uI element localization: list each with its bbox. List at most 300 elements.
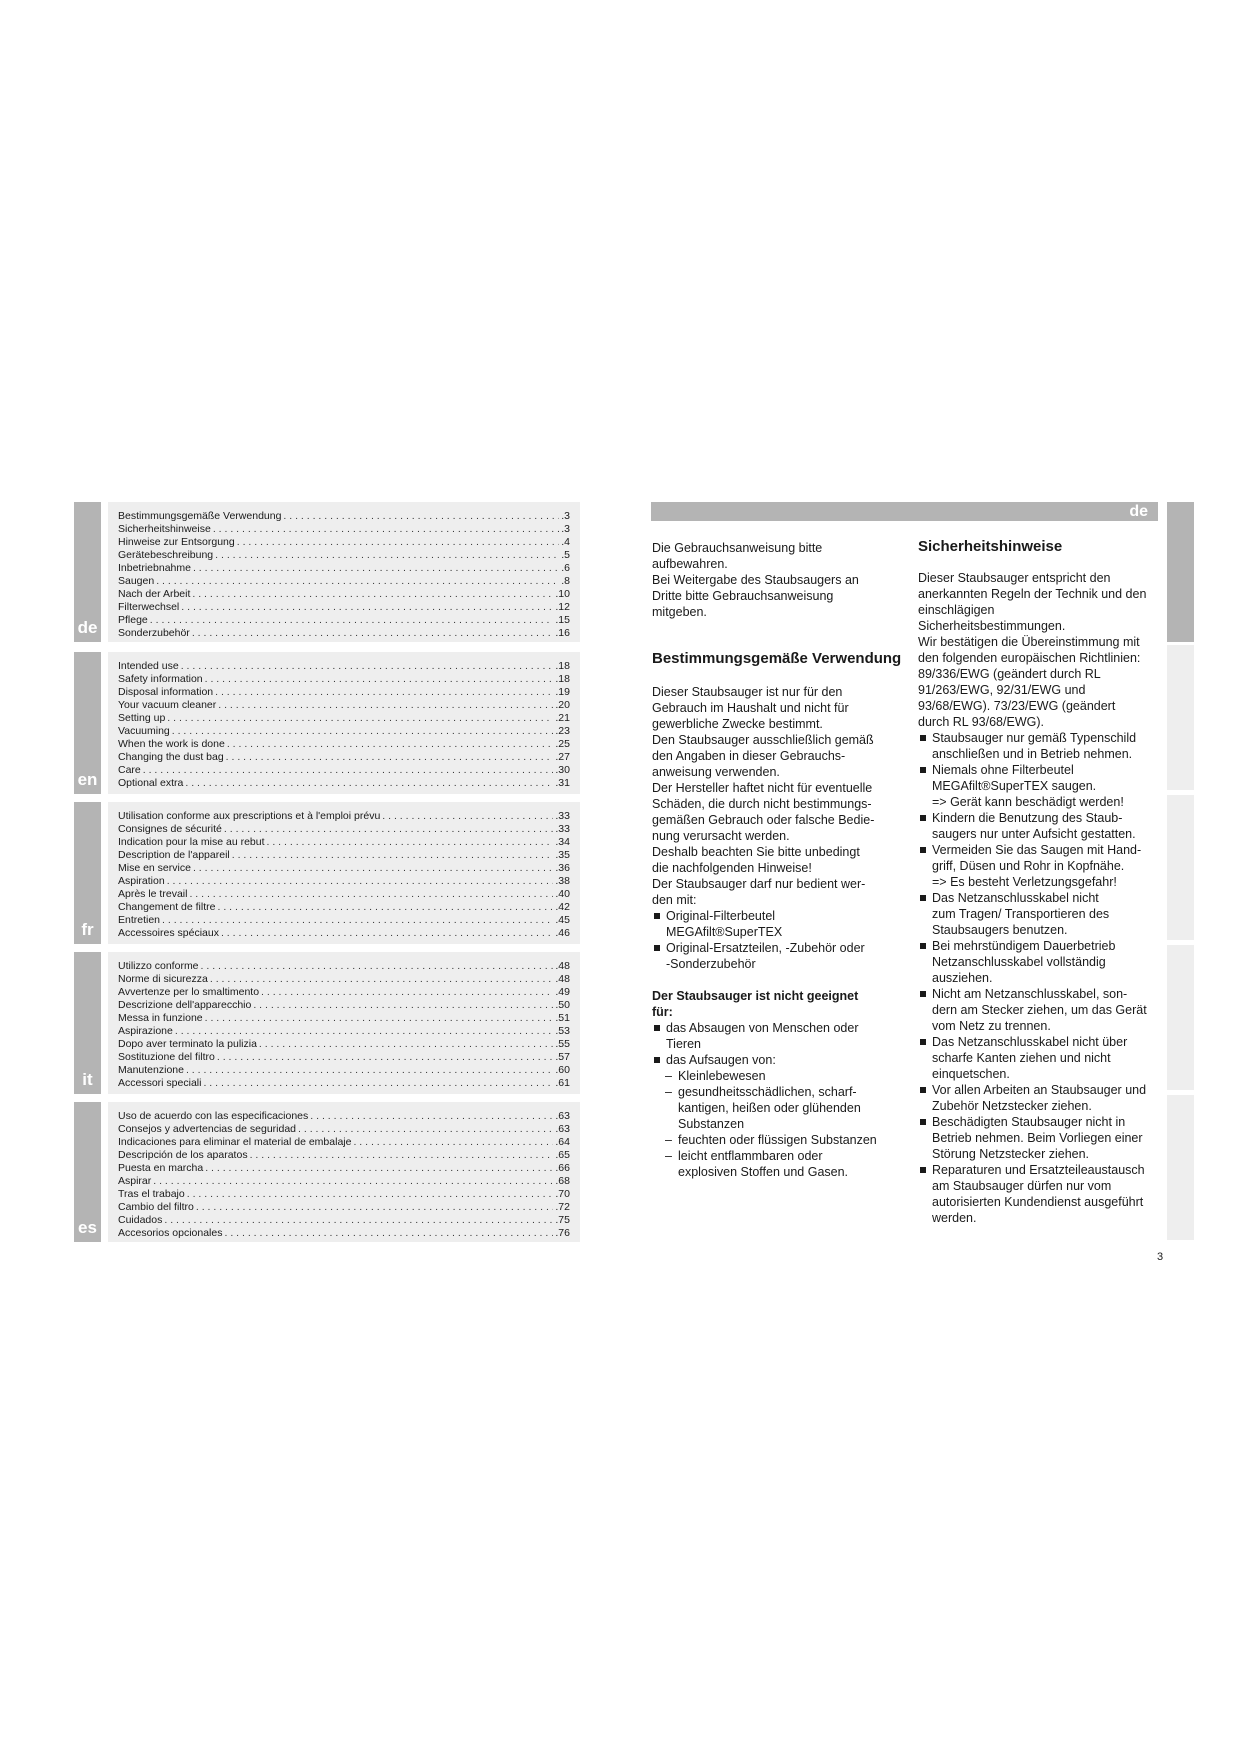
toc-entry-title: Intended use [118,660,179,672]
toc-leader-dots [250,1149,554,1162]
language-tab-label: es [78,1218,97,1237]
bullet-line: Das Netzanschlusskabel nicht [932,891,1099,905]
bullet-line: Vermeiden Sie das Saugen mit Hand- [932,843,1142,857]
toc-leader-dots [232,849,554,862]
bullet-line: => Es besteht Verletzungsgefahr! [932,875,1117,889]
toc-entry-page: .53 [555,1025,570,1037]
toc-entry-title: Consejos y advertencias de seguridad [118,1123,297,1135]
bullet-line: Nicht am Netzanschlusskabel, son- [932,987,1128,1001]
toc-entry-title: Après le trevail [118,888,188,900]
bullet-line: autorisierten Kundendienst ausgeführt [932,1195,1144,1209]
toc-entry-title: Safety information [118,673,203,685]
toc-entry[interactable] [108,999,580,1012]
toc-entry[interactable] [108,810,580,823]
bullet-line: Bei mehrstündigem Dauerbetrieb [932,939,1116,953]
toc-entry-title: Uso de acuerdo con las especificaciones [118,1110,309,1122]
toc-entry[interactable] [108,588,580,601]
bullet-line: -Sonderzubehör [666,957,756,971]
toc-entry-page: .10 [555,588,570,600]
subheading: Der Staubsauger ist nicht geeignet [652,989,859,1003]
toc-leader-dots [143,764,554,777]
toc-leader-dots [167,875,554,888]
toc-entry[interactable] [108,777,580,790]
bullet-item [652,1020,902,1052]
bullet-line: kantigen, heißen oder glühenden [678,1101,861,1115]
bullet-item [918,1114,1163,1162]
bullet-line: Original-Filterbeutel [666,909,776,923]
toc-entry-title: Optional extra [118,777,184,789]
toc-leader-dots [237,536,560,549]
toc-entry[interactable] [108,1227,580,1240]
bullet-line: dern am Stecker ziehen, um das Gerät [932,1003,1147,1017]
toc-leader-dots [253,999,553,1012]
toc-entry-title: Cambio del filtro [118,1201,194,1213]
toc-leader-dots [167,712,553,725]
toc-entry-title: Gerätebeschreibung [118,549,214,561]
toc-entry-page: .42 [555,901,570,913]
bullet-line: explosiven Stoffen und Gasen. [678,1165,849,1179]
body-line: durch RL 93/68/EWG). [918,715,1044,729]
toc-entry-title: Messa in funzione [118,1012,203,1024]
language-tab-fr [74,802,101,944]
toc-entry[interactable] [108,660,580,673]
toc-entry-page: .61 [555,1077,570,1089]
toc-entry-title: Manutenzione [118,1064,184,1076]
toc-entry-title: Sonderzubehör [118,627,190,639]
bullet-item [918,1162,1163,1226]
body-line: anweisung verwenden. [652,765,780,779]
toc-leader-dots [382,810,553,823]
toc-entry[interactable] [108,1149,580,1162]
body-line: gewerbliche Zwecke bestimmt. [652,717,823,731]
bullet-item [918,730,1163,762]
toc-entry[interactable] [108,1077,580,1090]
toc-entry-title: Description de l'appareil [118,849,230,861]
toc-entry-title: Indication pour la mise au rebut [118,836,265,848]
toc-entry-page: .70 [555,1188,570,1200]
toc-leader-dots [164,1214,553,1227]
toc-leader-dots [181,601,553,614]
intro-line: aufbewahren. [652,557,728,571]
toc-leader-dots [153,1175,553,1188]
toc-entry-page: .64 [555,1136,570,1148]
toc-entry-title: Filterwechsel [118,601,180,613]
toc-leader-dots [310,1110,553,1123]
toc-leader-dots [221,927,553,940]
toc-entry-page: .48 [555,960,570,972]
bullet-line: => Gerät kann beschädigt werden! [932,795,1124,809]
toc-entry-page: .4 [561,536,570,548]
toc-entry[interactable] [108,1038,580,1051]
toc-entry[interactable] [108,901,580,914]
toc-entry-page: .30 [555,764,570,776]
toc-leader-dots [217,1051,554,1064]
bullet-line: werden. [932,1211,977,1225]
toc-entry[interactable] [108,1214,580,1227]
toc-section-it [108,952,580,1094]
bullet-line: am Staubsauger dürfen nur vom [932,1179,1112,1193]
body-line: 91/263/EWG, 92/31/EWG und [918,683,1086,697]
body-line: gemäßen Gebrauch oder falsche Bedie- [652,813,875,827]
toc-entry-title: Dopo aver terminato la pulizia [118,1038,257,1050]
dash-item: – gesundheitsschädlichen, scharf- kantigen, heißen oder glühenden Substanzen [652,1084,902,1132]
page-number: 3 [1157,1251,1164,1263]
toc-entry-page: .46 [555,927,570,939]
intro-line: Bei Weitergabe des Staubsaugers an [652,573,859,587]
toc-entry-title: Sostituzione del filtro [118,1051,215,1063]
toc-entry[interactable] [108,725,580,738]
right-side-tab-active [1167,502,1194,642]
section-heading: Sicherheitshinweise [918,538,1063,555]
bullet-line: einquetschen. [932,1067,1010,1081]
toc-entry[interactable] [108,986,580,999]
toc-leader-dots [205,1162,553,1175]
toc-entry-page: .25 [555,738,570,750]
toc-entry-title: Your vacuum cleaner [118,699,217,711]
body-line: den folgenden europäischen Richtlinien: [918,651,1141,665]
toc-entry[interactable] [108,712,580,725]
toc-entry[interactable] [108,738,580,751]
bullet-line: saugers nur unter Aufsicht gestatten. [932,827,1136,841]
bullet-item [652,1052,902,1068]
body-line: den Angaben in dieser Gebrauchs- [652,749,846,763]
bullet-line: Tieren [666,1037,701,1051]
toc-entry[interactable] [108,751,580,764]
toc-entry[interactable] [108,1025,580,1038]
toc-entry-title: Aspirar [118,1175,152,1187]
toc-leader-dots [196,1201,554,1214]
toc-entry-page: .19 [555,686,570,698]
toc-entry[interactable] [108,862,580,875]
toc-leader-dots [192,588,553,601]
toc-entry-title: Utilisation conforme aux prescriptions et à l'emploi prévu [118,810,381,822]
bullet-item [918,810,1163,842]
toc-leader-dots [205,673,554,686]
toc-entry[interactable] [108,823,580,836]
bullet-item [918,938,1163,986]
dash-item: – leicht entflammbaren oder explosiven Stoffen und Gasen. [652,1148,902,1180]
bullet-line: zum Tragen/ Transportieren des [932,907,1110,921]
bullet-item [918,842,1163,890]
toc-entry-title: Consignes de sécurité [118,823,222,835]
body-line: Wir bestätigen die Übereinstimmung mit [918,635,1140,649]
toc-entry-title: Aspirazione [118,1025,173,1037]
right-side-tab [1167,1095,1194,1240]
toc-leader-dots [217,901,553,914]
toc-entry[interactable] [108,1110,580,1123]
language-tab-it [74,952,101,1094]
toc-entry[interactable] [108,699,580,712]
toc-entry[interactable] [108,536,580,549]
body-line: die nachfolgenden Hinweise! [652,861,812,875]
toc-leader-dots [192,627,554,640]
toc-leader-dots [261,986,553,999]
toc-leader-dots [215,686,553,699]
toc-entry-page: .3 [561,523,570,535]
toc-entry[interactable] [108,601,580,614]
toc-entry[interactable] [108,1188,580,1201]
toc-entry-page: .38 [555,875,570,887]
toc-entry-page: .50 [555,999,570,1011]
toc-entry-title: Utilizzo conforme [118,960,199,972]
toc-leader-dots [213,523,559,536]
toc-leader-dots [156,575,559,588]
subheading: für: [652,1005,673,1019]
section-heading: Bestimmungsgemäße Verwendung [652,650,902,667]
toc-entry[interactable] [108,875,580,888]
toc-entry-title: Mise en service [118,862,191,874]
toc-entry-page: .23 [555,725,570,737]
toc-entry-page: .12 [555,601,570,613]
toc-entry[interactable] [108,888,580,901]
toc-entry-title: Saugen [118,575,155,587]
toc-entry[interactable] [108,562,580,575]
toc-leader-dots [224,823,553,836]
toc-entry-page: .75 [555,1214,570,1226]
toc-leader-dots [283,510,559,523]
body-line: Deshalb beachten Sie bitte unbedingt [652,845,860,859]
language-tab-label: en [77,770,98,789]
bullet-line: Kleinlebewesen [678,1069,766,1083]
toc-entry-title: Bestimmungsgemäße Verwendung [118,510,282,522]
toc-leader-dots [175,1025,554,1038]
toc-entry[interactable] [108,849,580,862]
toc-entry-title: Descripción de los aparatos [118,1149,248,1161]
dash-item: – feuchten oder flüssigen Substanzen [652,1132,902,1148]
bullet-item [918,762,1163,810]
toc-leader-dots [201,960,554,973]
bullet-line: scharfe Kanten ziehen und nicht [932,1051,1111,1065]
toc-entry-page: .45 [555,914,570,926]
toc-leader-dots [224,1227,553,1240]
bullet-line: feuchten oder flüssigen Substanzen [678,1133,877,1147]
bullet-item [918,890,1163,938]
toc-entry-page: .65 [555,1149,570,1161]
language-tab-de [74,502,101,642]
bullet-line: ausziehen. [932,971,993,985]
language-tab-es [74,1102,101,1242]
intro-line: mitgeben. [652,605,707,619]
toc-entry-title: Hinweise zur Entsorgung [118,536,235,548]
toc-entry-title: Sicherheitshinweise [118,523,211,535]
body-line: anerkannten Regeln der Technik und den [918,587,1147,601]
toc-entry-title: Nach der Arbeit [118,588,191,600]
body-line: Der Hersteller haftet nicht für eventuelle [652,781,873,795]
toc-entry[interactable] [108,1136,580,1149]
toc-entry[interactable] [108,1201,580,1214]
toc-entry-title: Cuidados [118,1214,163,1226]
toc-entry[interactable] [108,973,580,986]
toc-leader-dots [162,914,553,927]
toc-entry-page: .20 [555,699,570,711]
toc-entry-title: Changing the dust bag [118,751,224,763]
toc-leader-dots [210,973,554,986]
column-usage [652,540,902,1180]
toc-entry-page: .33 [555,810,570,822]
body-line: Schäden, die durch nicht bestimmungs- [652,797,872,811]
toc-entry-page: .68 [555,1175,570,1187]
toc-leader-dots [215,549,559,562]
toc-entry[interactable] [108,764,580,777]
toc-entry-title: Accessoires spéciaux [118,927,219,939]
intro-line: Dritte bitte Gebrauchsanweisung [652,589,834,603]
toc-entry-title: Accessori speciali [118,1077,202,1089]
toc-entry-page: .15 [555,614,570,626]
toc-leader-dots [185,777,553,790]
toc-entry-page: .18 [555,673,570,685]
toc-entry-page: .8 [561,575,570,587]
toc-leader-dots [353,1136,553,1149]
toc-entry-title: When the work is done [118,738,225,750]
toc-entry[interactable] [108,673,580,686]
toc-entry-page: .3 [561,510,570,522]
bullet-line: Substanzen [678,1117,745,1131]
toc-entry-page: .72 [555,1201,570,1213]
bullet-line: das Absaugen von Menschen oder [666,1021,859,1035]
toc-entry-page: .33 [555,823,570,835]
body-line: einschlägigen [918,603,995,617]
toc-entry-page: .21 [555,712,570,724]
bullet-line: anschließen und in Betrieb nehmen. [932,747,1133,761]
toc-entry[interactable] [108,686,580,699]
language-tab-label: de [1129,503,1148,520]
toc-entry-page: .60 [555,1064,570,1076]
toc-entry[interactable] [108,1064,580,1077]
toc-entry-page: .55 [555,1038,570,1050]
toc-entry-page: .63 [555,1123,570,1135]
bullet-line: MEGAfilt®SuperTEX saugen. [932,779,1097,793]
toc-leader-dots [181,660,554,673]
right-side-tab [1167,795,1194,940]
toc-entry-title: Aspiration [118,875,165,887]
bullet-item [652,908,902,940]
toc-entry-page: .34 [555,836,570,848]
bullet-line: Störung Netzstecker ziehen. [932,1147,1090,1161]
toc-entry-title: Descrizione dell'apparecchio [118,999,252,1011]
toc-entry-title: Setting up [118,712,166,724]
toc-leader-dots [189,888,553,901]
toc-entry-page: .57 [555,1051,570,1063]
toc-entry[interactable] [108,523,580,536]
toc-entry[interactable] [108,960,580,973]
toc-section-de [108,502,580,642]
body-line: Dieser Staubsauger entspricht den [918,571,1111,585]
body-line: Gebrauch im Haushalt und nicht für [652,701,849,715]
toc-leader-dots [227,738,554,751]
toc-entry-page: .35 [555,849,570,861]
toc-entry[interactable] [108,927,580,940]
body-line: Der Staubsauger darf nur bedient wer- [652,877,866,891]
bullet-line: griff, Düsen und Rohr in Kopfnähe. [932,859,1125,873]
toc-entry[interactable] [108,575,580,588]
toc-entry-title: Avvertenze per lo smaltimento [118,986,260,998]
toc-entry-title: Entretien [118,914,161,926]
toc-entry-title: Puesta en marcha [118,1162,204,1174]
toc-leader-dots [267,836,554,849]
bullet-line: Vor allen Arbeiten an Staubsauger und [932,1083,1147,1097]
toc-entry[interactable] [108,549,580,562]
bullet-item [918,1082,1163,1114]
language-tab-label: it [82,1070,93,1089]
toc-entry[interactable] [108,1051,580,1064]
toc-leader-dots [205,1012,554,1025]
language-tab-en [74,652,101,794]
toc-entry-page: .48 [555,973,570,985]
bullet-line: Netzanschlusskabel vollständig [932,955,1106,969]
body-line: nung verursacht werden. [652,829,790,843]
bullet-line: Original-Ersatzteilen, -Zubehör oder [666,941,865,955]
toc-entry-title: Accesorios opcionales [118,1227,223,1239]
bullet-line: gesundheitsschädlichen, scharf- [678,1085,857,1099]
toc-entry-page: .6 [561,562,570,574]
language-tab-label: fr [81,920,94,939]
toc-entry[interactable] [108,836,580,849]
body-line: 89/336/EWG (geändert durch RL [918,667,1101,681]
toc-leader-dots [186,1064,553,1077]
toc-entry[interactable] [108,1175,580,1188]
dash-item: – Kleinlebewesen [652,1068,902,1084]
toc-entry-page: .16 [555,627,570,639]
toc-entry-page: .63 [555,1110,570,1122]
body-line: Den Staubsauger ausschließlich gemäß [652,733,874,747]
body-line: 93/68/EWG). 73/23/EWG (geändert [918,699,1116,713]
bullet-line: vom Netz zu trennen. [932,1019,1051,1033]
toc-entry-title: Indicaciones para eliminar el material de embalaje [118,1136,352,1148]
toc-entry[interactable] [108,914,580,927]
toc-section-fr [108,802,580,944]
toc-entry-title: Pflege [118,614,148,626]
toc-section-en [108,652,580,794]
toc-leader-dots [150,614,554,627]
intro-line: Die Gebrauchsanweisung bitte [652,541,823,555]
toc-entry-page: .5 [561,549,570,561]
toc-entry[interactable] [108,1012,580,1025]
toc-entry-title: Changement de filtre [118,901,216,913]
toc-entry[interactable] [108,510,580,523]
bullet-line: leicht entflammbaren oder [678,1149,823,1163]
toc-entry[interactable] [108,627,580,640]
right-side-tab [1167,945,1194,1090]
toc-entry-page: .40 [555,888,570,900]
toc-leader-dots [203,1077,553,1090]
toc-leader-dots [187,1188,554,1201]
toc-entry-page: .27 [555,751,570,763]
toc-entry[interactable] [108,614,580,627]
bullet-line: Das Netzanschlusskabel nicht über [932,1035,1128,1049]
toc-leader-dots [298,1123,553,1136]
toc-entry-title: Care [118,764,141,776]
bullet-line: Kindern die Benutzung des Staub- [932,811,1123,825]
toc-entry-page: .31 [555,777,570,789]
toc-leader-dots [172,725,554,738]
right-page-header-bar [651,502,1158,521]
language-tab-label: de [77,618,98,637]
bullet-item [918,1034,1163,1082]
bullet-item [652,940,902,972]
toc-entry[interactable] [108,1123,580,1136]
bullet-line: Zubehör Netzstecker ziehen. [932,1099,1092,1113]
bullet-line: das Aufsaugen von: [666,1053,776,1067]
bullet-line: Reparaturen und Ersatzteileaustausch [932,1163,1145,1177]
toc-entry-title: Inbetriebnahme [118,562,191,574]
toc-leader-dots [193,562,559,575]
toc-leader-dots [218,699,553,712]
toc-entry-page: .36 [555,862,570,874]
toc-entry-title: Norme di sicurezza [118,973,208,985]
bullet-line: MEGAfilt®SuperTEX [666,925,783,939]
toc-entry[interactable] [108,1162,580,1175]
toc-leader-dots [259,1038,553,1051]
